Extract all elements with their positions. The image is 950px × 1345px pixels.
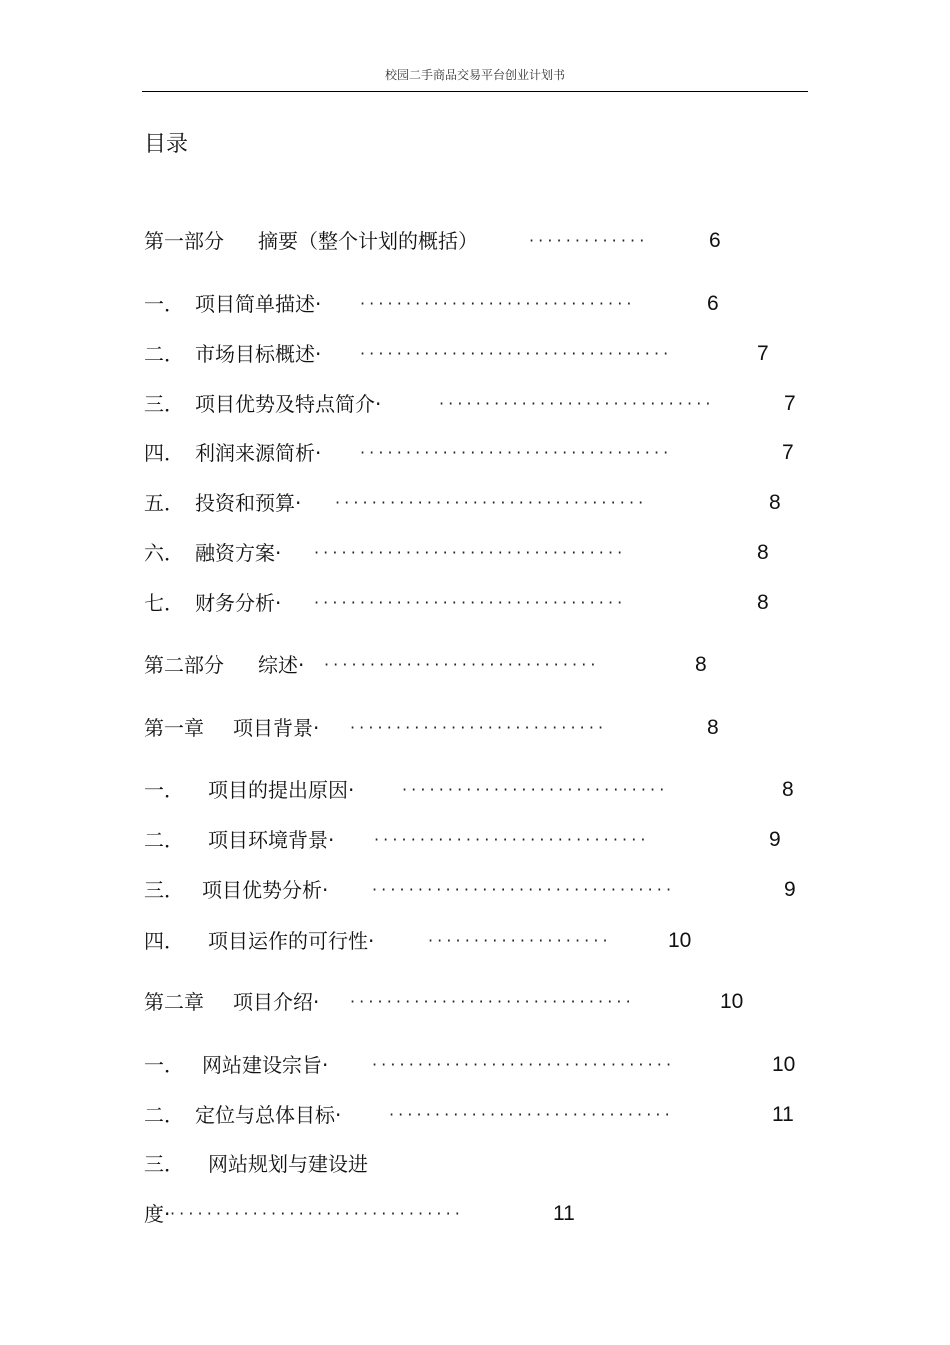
toc-entry-prefix: 四．	[144, 929, 184, 953]
toc-entry-text: 综述·	[258, 653, 305, 677]
toc-entry-text: 度·	[144, 1202, 171, 1226]
toc-entry-text: 项目简单描述·	[195, 292, 322, 316]
toc-entry-prefix: 五．	[144, 491, 184, 515]
toc-entry-page: 7	[782, 441, 794, 464]
toc-entry-leader: ································	[170, 1204, 464, 1223]
toc-entry-page: 8	[707, 716, 719, 739]
toc-entry-page: 11	[553, 1202, 575, 1225]
header-rule	[142, 91, 808, 92]
toc-entry-leader: ·································	[372, 880, 676, 899]
toc-entry-leader: ··································	[314, 543, 627, 562]
toc-entry-page: 8	[782, 778, 794, 801]
toc-entry-leader: ·············	[529, 231, 649, 250]
toc-entry-prefix: 一．	[144, 292, 184, 316]
toc-entry-text: 网站建设宗旨·	[202, 1053, 329, 1077]
toc-entry-leader: ······························	[439, 394, 715, 413]
toc-entry-page: 9	[784, 878, 796, 901]
toc-entry-page: 10	[720, 990, 744, 1013]
toc-entry-text: 利润来源简析·	[195, 441, 322, 465]
toc-entry-prefix: 二．	[144, 342, 184, 366]
toc-entry-prefix: 四．	[144, 441, 184, 465]
toc-entry-prefix: 一．	[144, 1053, 184, 1077]
toc-entry-text: 项目优势及特点简介·	[195, 392, 382, 416]
toc-entry-prefix: 一．	[144, 778, 184, 802]
toc-entry-leader: ··································	[360, 443, 673, 462]
toc-entry-text: 项目的提出原因·	[208, 778, 355, 802]
toc-entry-page: 8	[757, 591, 769, 614]
toc-entry-text: 项目运作的可行性·	[208, 929, 375, 953]
toc-entry-page: 8	[695, 653, 707, 676]
toc-entry-prefix: 第一部分	[144, 229, 224, 253]
running-header: 校园二手商品交易平台创业计划书	[384, 68, 565, 82]
toc-entry-text: 网站规划与建设进	[208, 1152, 368, 1176]
toc-entry-page: 7	[784, 392, 796, 415]
toc-entry-leader: ·································	[372, 1055, 676, 1074]
toc-entry-page: 10	[668, 929, 692, 952]
toc-entry-text: 财务分析·	[195, 591, 282, 615]
toc-entry-leader: ·····························	[402, 780, 669, 799]
toc-entry-text: 融资方案·	[195, 541, 282, 565]
toc-entry-page: 6	[709, 229, 721, 252]
toc-entry-page: 11	[772, 1103, 794, 1126]
toc-entry-page: 10	[772, 1053, 796, 1076]
toc-entry-page: 6	[707, 292, 719, 315]
toc-entry-leader: ······························	[374, 830, 650, 849]
toc-entry-page: 8	[769, 491, 781, 514]
toc-entry-prefix: 六．	[144, 541, 184, 565]
toc-entry-text: 市场目标概述·	[195, 342, 322, 366]
toc-entry-text: 定位与总体目标·	[195, 1103, 342, 1127]
toc-entry-prefix: 三．	[144, 392, 184, 416]
toc-entry-leader: ·······························	[350, 992, 635, 1011]
toc-entry-text: 项目背景·	[233, 716, 320, 740]
toc-entry-page: 7	[757, 342, 769, 365]
toc-entry-text: 摘要（整个计划的概括）	[258, 229, 478, 253]
toc-entry-prefix: 三．	[144, 1152, 184, 1176]
toc-entry-leader: ··································	[335, 493, 648, 512]
toc-entry-prefix: 三．	[144, 878, 184, 902]
toc-entry-page: 8	[757, 541, 769, 564]
toc-entry-text: 投资和预算·	[195, 491, 302, 515]
toc-entry-leader: ······························	[360, 294, 636, 313]
toc-entry-leader: ····························	[350, 718, 608, 737]
toc-entry-prefix: 二．	[144, 1103, 184, 1127]
toc-title: 目录	[144, 132, 189, 157]
toc-entry-text: 项目环境背景·	[208, 828, 335, 852]
toc-entry-leader: ·······························	[389, 1105, 674, 1124]
toc-entry-text: 项目优势分析·	[202, 878, 329, 902]
toc-entry-page: 9	[769, 828, 781, 851]
toc-entry-prefix: 二．	[144, 828, 184, 852]
toc-entry-prefix: 第二部分	[144, 653, 224, 677]
toc-entry-leader: ····················	[428, 931, 612, 950]
toc-entry-leader: ······························	[324, 655, 600, 674]
toc-entry-prefix: 七．	[144, 591, 184, 615]
toc-entry-prefix: 第一章	[144, 716, 204, 740]
toc-entry-text: 项目介绍·	[233, 990, 320, 1014]
toc-entry-prefix: 第二章	[144, 990, 204, 1014]
toc-entry-leader: ··································	[314, 593, 627, 612]
toc-entry-leader: ··································	[360, 344, 673, 363]
